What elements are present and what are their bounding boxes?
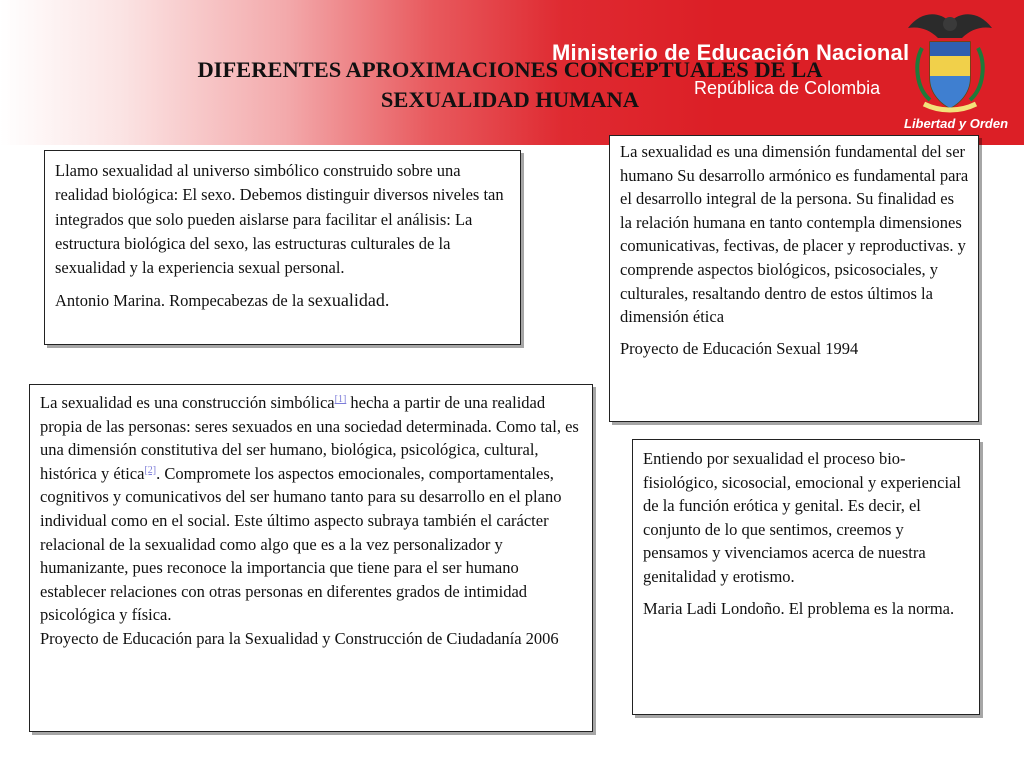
ministry-name: Ministerio de Educación Nacional: [552, 40, 910, 65]
footnote-link-2[interactable]: [2]: [144, 464, 157, 476]
definition-source: Proyecto de Educación para la Sexualidad y Construcción de Ciudadanía 2006: [40, 628, 559, 648]
source-text: Antonio Marina. Rompecabezas de la: [55, 291, 308, 311]
text-part-3: . Compromete los aspectos emocionales, comportamentales, cognitivos y comunicativos del ser humano tanto para su desarrollo en el plano individual como en el social. Este último aspecto subraya también el carácter relacional de la sexualidad como algo que es a la vez personalizador y humanizante, pues reconoce la importancia que tiene para el ser humano establecer relaciones con otras personas en diferentes grados de intimidad psicológica y física.: [40, 463, 562, 625]
definition-box-1994: [609, 135, 979, 422]
definition-box-londono: [632, 439, 980, 715]
title-line-2: SEXUALIDAD HUMANA: [380, 87, 640, 112]
definition-source: Proyecto de Educación Sexual 1994: [620, 338, 859, 358]
title-line-1: DIFERENTES APROXIMACIONES CONCEPTUALES DE LA: [197, 57, 823, 82]
text-part-2: hecha a partir de una realidad propia de las personas: seres sexuados en una sociedad determinada. Como tal, es una dimensión constitutiva del ser humano, biológica, psicológica, cultural, histórica y ética: [40, 393, 579, 483]
definition-text: Entiendo por sexualidad el proceso bio-fisiológico, sicosocial, emocional y experiencial de la función erótica y genital. Es decir, el conjunto de lo que sentimos, creemos y pensamos y vivenciamos acerca de nuestra genitalidad y erotismo.: [643, 449, 961, 586]
definition-text: Llamo sexualidad al universo simbólico construido sobre una realidad biológica: El sexo. Debemos distinguir diversos niveles tan integrados que solo pueden aislarse para facilitar el análisis: La estructura biológica del sexo, las estructuras culturales de la sexualidad y la experiencia sexual personal.: [55, 161, 504, 278]
motto-text: Libertad y Orden: [904, 116, 1009, 131]
footnote-link-1[interactable]: [1]: [334, 394, 347, 405]
text-part-1: La sexualidad es una construcción simbólica: [40, 393, 335, 412]
source-emphasis: sexualidad.: [307, 290, 390, 311]
definition-source: Maria Ladi Londoño. El problema es la norma.: [643, 598, 955, 618]
definition-source: [55, 288, 510, 313]
definition-box-marina: [44, 150, 521, 345]
republic-name: República de Colombia: [694, 78, 881, 98]
definition-text: La sexualidad es una dimensión fundamental del ser humano Su desarrollo armónico es fundamental para el desarrollo integral de la persona. Su finalidad es la relación humana en tanto contempla dimensiones comunicativas, fectivas, de placer y reproductivas. y comprende aspectos biológicos, psicosociales, y culturales, resaltando dentro de estos últimos la dimensión ética: [620, 142, 969, 327]
page-title: [100, 55, 920, 115]
definition-text: [40, 391, 584, 627]
definition-box-2006: [29, 384, 593, 732]
